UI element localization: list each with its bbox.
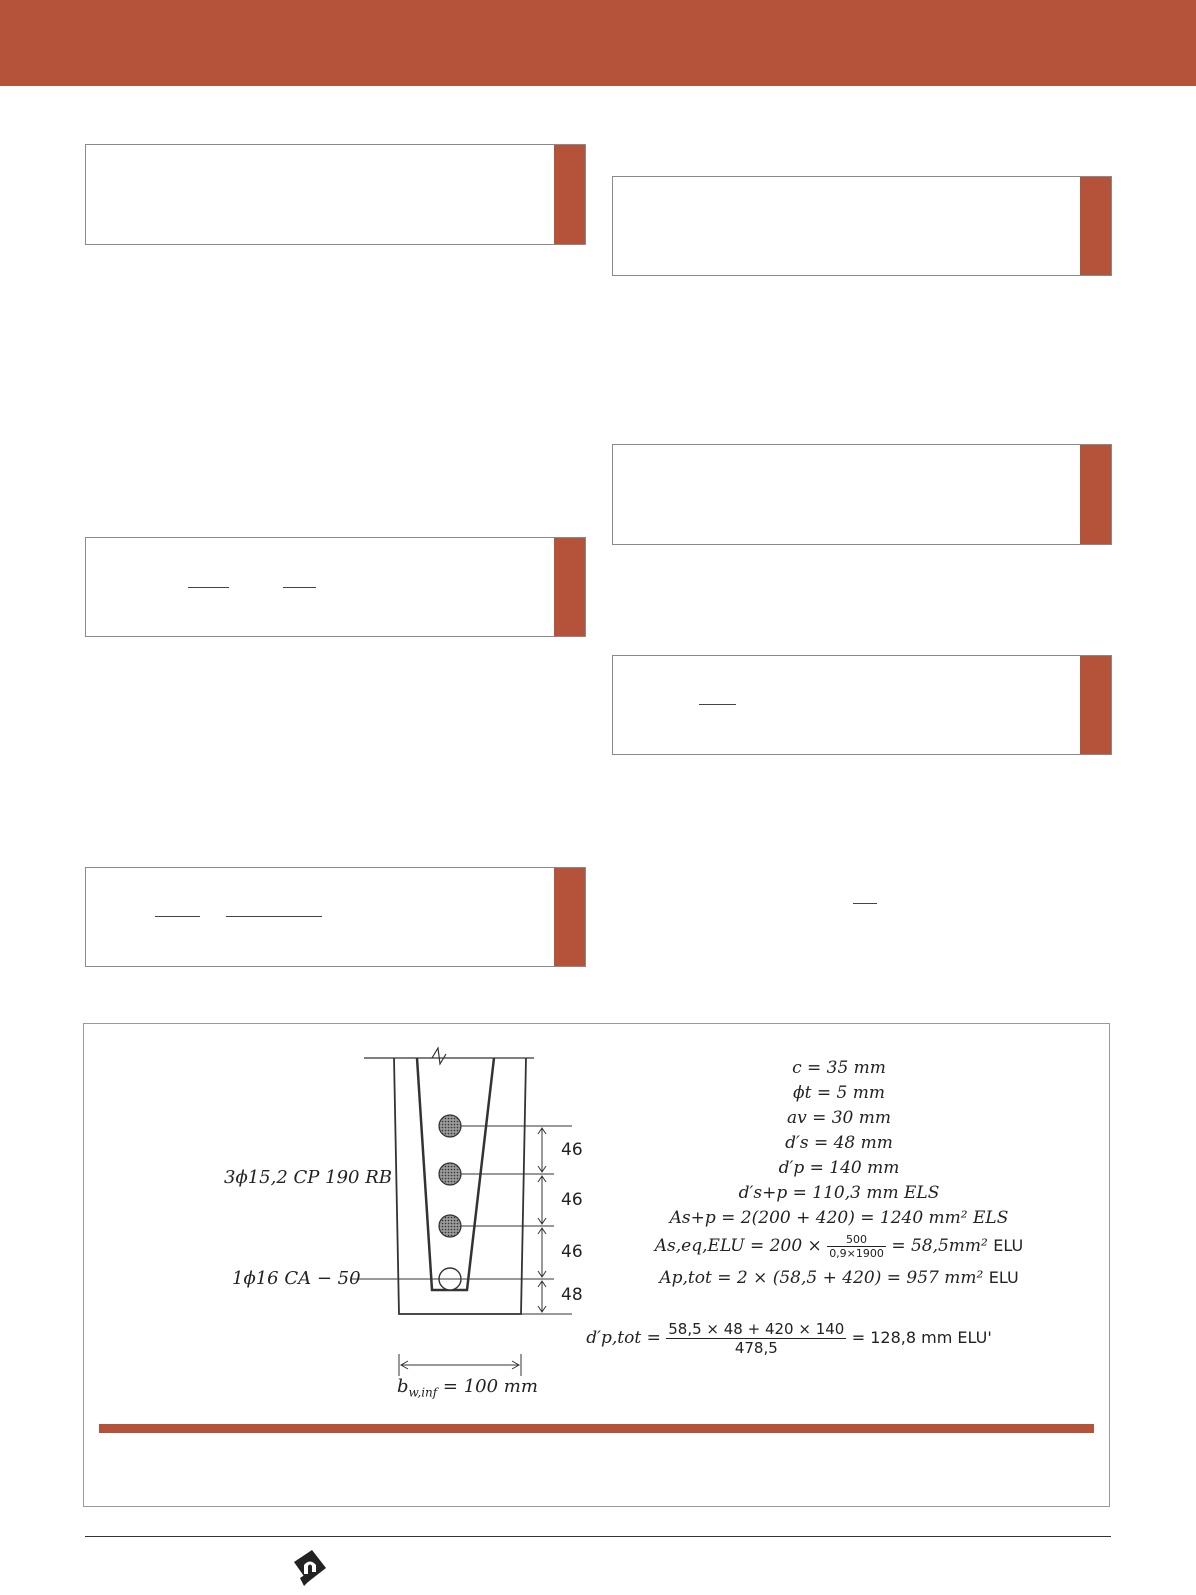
footer-rule bbox=[85, 1536, 1111, 1537]
dimension-value: 46 bbox=[561, 1242, 583, 1262]
equation-box-tab bbox=[1080, 656, 1111, 754]
strand bbox=[439, 1115, 461, 1137]
formula-d-ptot-rhs: = 128,8 mm ELU' bbox=[851, 1328, 992, 1347]
equation-box-tab bbox=[554, 868, 585, 966]
equation-box-tab bbox=[1080, 177, 1111, 275]
fraction-numerator: 58,5 × 48 + 420 × 140 bbox=[668, 1320, 845, 1338]
formula-a-sp: As+p = 2(200 + 420) = 1240 mm² ELS bbox=[669, 1208, 1009, 1228]
equation-box-1 bbox=[85, 144, 586, 245]
equation-box-3 bbox=[85, 867, 586, 967]
formula-a-seq-lhs: As,eq,ELU = 200 × bbox=[654, 1236, 822, 1256]
figure-box bbox=[83, 1023, 1110, 1507]
formula-d-ptot-fraction bbox=[666, 1320, 846, 1357]
width-symbol: b bbox=[397, 1376, 409, 1397]
publisher-logo-icon bbox=[290, 1548, 330, 1588]
formula-a-v: av = 30 mm bbox=[786, 1108, 892, 1128]
rebar-label: 1ϕ16 CA − 50 bbox=[232, 1268, 361, 1289]
formula-d-p: d′p = 140 mm bbox=[778, 1158, 900, 1178]
dimension-value: 48 bbox=[561, 1285, 583, 1305]
formula-a-ptot-body: Ap,tot = 2 × (58,5 + 420) = 957 mm² bbox=[659, 1268, 984, 1288]
break-mark bbox=[432, 1048, 446, 1064]
fraction-denominator: 0,9×1900 bbox=[829, 1247, 884, 1260]
fraction-bar bbox=[155, 916, 200, 917]
formula-d-ptot-lhs: d′p,tot = bbox=[586, 1328, 661, 1348]
fraction-bar bbox=[283, 587, 316, 588]
figure-caption-rule bbox=[99, 1424, 1094, 1433]
fraction-denominator: 478,5 bbox=[734, 1339, 778, 1357]
equation-box-tab bbox=[1080, 445, 1111, 544]
fraction-numerator: 500 bbox=[827, 1233, 886, 1247]
formula-a-ptot bbox=[604, 1268, 1074, 1288]
fraction-bar bbox=[853, 903, 877, 904]
width-label bbox=[397, 1376, 538, 1400]
formula-c: c = 35 mm bbox=[792, 1058, 886, 1078]
formula-d-s: d′s = 48 mm bbox=[785, 1133, 893, 1153]
equation-box-4 bbox=[612, 176, 1112, 276]
formula-d-sp: d′s+p = 110,3 mm ELS bbox=[738, 1183, 940, 1203]
equation-box-5 bbox=[612, 444, 1112, 545]
equation-box-6 bbox=[612, 655, 1112, 755]
formula-d-ptot bbox=[554, 1320, 1024, 1357]
formula-a-seq-tag: ELU bbox=[993, 1236, 1024, 1255]
dimension-arrows bbox=[538, 1128, 546, 1312]
formula-a-ptot-tag: ELU bbox=[988, 1268, 1019, 1287]
width-value: = 100 mm bbox=[437, 1376, 538, 1397]
strand bbox=[439, 1163, 461, 1185]
equation-box-tab bbox=[554, 538, 585, 636]
equation-box-2 bbox=[85, 537, 586, 637]
dimension-value: 46 bbox=[561, 1140, 583, 1160]
fraction-bar bbox=[226, 916, 322, 917]
dimension-value: 46 bbox=[561, 1190, 583, 1210]
strand bbox=[439, 1215, 461, 1237]
fraction-bar bbox=[188, 587, 229, 588]
width-dimension bbox=[399, 1354, 521, 1376]
fraction-bar bbox=[699, 704, 736, 705]
strands-label: 3ϕ15,2 CP 190 RB bbox=[224, 1167, 392, 1188]
top-banner bbox=[0, 0, 1196, 86]
formula-a-seq-fraction bbox=[827, 1233, 886, 1260]
width-subscript: w,inf bbox=[408, 1385, 438, 1400]
formula-a-seq bbox=[604, 1233, 1074, 1260]
formula-phi-t: ϕt = 5 mm bbox=[793, 1083, 885, 1103]
formula-a-seq-rhs: = 58,5mm² bbox=[891, 1236, 988, 1256]
equation-box-tab bbox=[554, 145, 585, 244]
